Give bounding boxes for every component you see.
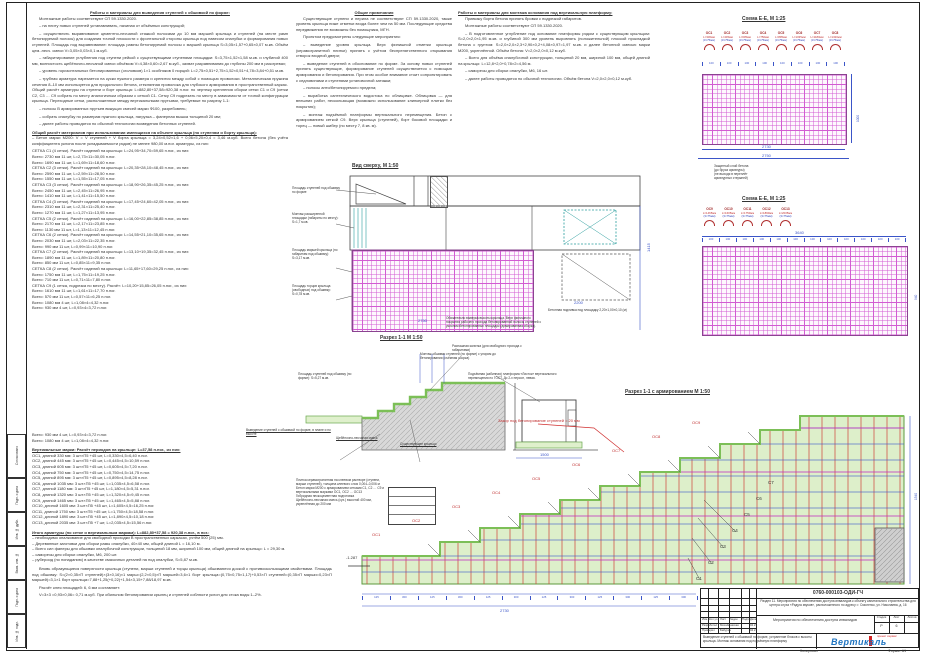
stage-header: Стадия — [876, 615, 887, 619]
rebar-mesh-mark: С1 — [696, 576, 702, 581]
mesh-list: СЕТКА С1 (4 сетки). Расчёт изделий на крыльцо: L=24,95+34,70=59,65 п.пог., из них: Всего: 2730 мм 11 шт, L=2,73×11=30,05 п.пог. Всего: 1690 мм 11 шт, L=1,69×11=18,60 п.пог. СЕТКА С2 (3 сетки). Расчёт изделий на крыльцо: L=20,35+28,10=48,45 п.пог., из них: Всего: 2590 мм 11 шт, L=2,59×11=28,50 п.пог. Всего: 1550 мм 11 шт, L=1,55×11=17,05 п.пог. СЕТКА С3 (3 сетки). Расчёт изделий на крыльцо: L=18,90+26,35=45,25 п.пог., из них: Всего: 2450 мм 11 шт, L=2,45×11=26,95 п.пог. Всего: 1410 мм 11 шт, L=1,41×11=15,50 п.пог. СЕТКА С4 (3 сетки). Расчёт изделий на крыльцо: L=17,45+24,60=42,05 п.пог., из них: Всего: 2310 мм 11 шт, L=2,31×11=25,40 п.пог. Всего: 1270 мм 11 шт, L=1,27×11=13,95 п.пог. СЕТКА С5 (2 сетки). Расчёт изделий на крыльцо: L=16,00+22,85=38,85 п.пог., из них: Всего: 2170 мм 11 шт, L=2,17×11=23,85 п.пог. Всего: 1130 мм 11 шт, L=1,13×11=12,45 п.пог. СЕТКА С6 (2 сетки). Расчёт изделий на крыльцо: L=14,55+21,10=35,65 п.пог., из них: Всего: 2030 мм 11 шт, L=2,03×11=22,35 п.пог. Всего: 990 мм 11 шт, L=0,99×11=10,90 п.пог. СЕТКА С7 (2 сетки). Расчёт изделий на крыльцо: L=13,10+19,35=32,45 п.пог., из них: Всего: 1890 мм 11 шт, L=1,89×11=20,80 п.пог. Всего: 850 мм 11 шт, L=0,85×11=9,35 п.пог. СЕТКА С8 (2 сетки). Расчёт изделий на крыльцо: L=11,65+17,60=29,25 п.пог., из них: Всего: 1750 мм 11 шт, L=1,75×11=19,25 п.пог. Всего: 710 мм 11 шт, L=0,71×11=7,80 п.пог. СЕТКА С9 (1 сетка, подрезка по месту). Расчёт: L=10,20+15,85=26,05 п.пог., из них: Всего: 1610 мм 11 шт, L=1,61×11=17,70 п.пог. Всего: 570 мм 11 шт, L=0,57×11=6,25 п.пог. Всего: 1080 мм 4 шт, L=1,08×4=4,32 п.пог. Всего: 930 мм 4 шт, L=0,93×4=3,72 п.пог. — [32, 148, 190, 311]
vm-cont: Всего: 930 мм 4 шт, L=0,93×4=3,72 п.пог. Всего: 1080 мм 4 шт, L=1,08×4=4,32 п.пог. — [32, 432, 110, 443]
tb-date-1: 04.21 — [750, 623, 757, 627]
plan-callout: Площадь маршей крыльца (по габаритам под обшивку): S=3,17 м.кв. — [292, 248, 338, 260]
rebar-step-label: ОС3 — [452, 504, 461, 509]
bar-arc-icon — [704, 44, 715, 50]
stage-value: Р — [880, 624, 883, 628]
calc-title: Общий расчёт материалов при использовании имеющихся на объекте крыльца (по ступеням и борту крыльца): — [32, 129, 257, 135]
bar-label: ОС4 L=750мм (3×75мм) — [754, 32, 772, 50]
scheme-a-dimline-1 — [702, 149, 845, 150]
rebar-mesh-mark: С3 — [720, 544, 726, 549]
stamp-label: Подп. и дата — [14, 587, 19, 607]
tb-col-doc: №док. — [730, 617, 739, 621]
stamp-label: Инв. № дубл. — [14, 518, 19, 540]
stamp-box — [7, 512, 26, 546]
plan-dim-width: 2750 — [418, 318, 427, 323]
section-label-out: Выведение ступеней с обшивкой по форме, в плане и по высоте — [246, 428, 331, 436]
frame-left-margin — [26, 2, 27, 649]
bar-arc-icon — [761, 220, 772, 226]
bar-label: ОС8 L=1320мм (3×75мм) — [826, 32, 844, 50]
title-block — [700, 588, 919, 648]
scheme-b-mesh — [702, 246, 908, 336]
tb-col-data: Дата — [750, 617, 757, 621]
scheme-b-top-total: 3640 — [795, 230, 804, 235]
plan-callout: Площадь торцов крыльца (свободных) под обшивку: S=0,78 м.кв. — [292, 284, 331, 296]
section-label-gravel: Щебёночно-песчаная смесь — [336, 436, 378, 440]
bar-arc-icon — [740, 44, 751, 50]
stamp-label: Подп. и дата — [14, 485, 19, 505]
plan-callout: Площадь ступеней под обшивку по форме — [292, 186, 340, 194]
vm-bullets: – необходимо опалкование для свободной проходки В пространственных каркасах, учтём 500 (25) мм. – Деревянные заготовки для сборки рамы опалубки, 40×40 мм, общей длиной L = 16,10 м. – Всего сил фанеры для обшивки опалубочной конструкции, толщиной 18 мм, шириной 100 мм, общей длиной на крыльцо: L = 29,30 м. – саморезы для сборки опалубки, М6, 200 шт. – рубероид (по попаданию) в качестве смазочных деталей на под опалубки, S=5,87 м.кв. — [32, 535, 286, 563]
bar-label: ОС11 L=1750мм (3×75мм) — [738, 208, 757, 226]
stamp-box — [7, 434, 26, 478]
stamp-box — [7, 546, 26, 580]
plan-callout-gate: Распашная калитка (для свободного прохода с габаритами) — [452, 344, 522, 352]
rebar-title: Разрез 1-1 с армированием М 1:50 — [625, 389, 710, 395]
tb-role-1: Разработал — [702, 623, 718, 627]
scheme-b-top-dimline — [702, 236, 906, 237]
rebar-mesh-mark: С2 — [708, 560, 714, 565]
tb-col-koluch: Кол.уч. — [709, 617, 719, 621]
tb-name-1: Михайловская — [720, 623, 739, 627]
platform-works-column — [458, 10, 650, 84]
vm-title: Вертикальные марки: Расчёт периодов на крыльце: L=37,58 п.пог., из них: — [32, 447, 181, 453]
tb-date-2: 04.21 — [750, 628, 757, 632]
rebar-material-notes: Плитка керамогранитная на клеевом растворе (ступени, марши ступеней), толщина клеевого слоя 0,004–0,006 м Бетон марки М200 с армированием сетками С1, С2 … С9 и вертикальными марками ОС1, ОС2 … ОС13 Гибридная пескоцементная подготовка Щебёночно-песчаная смесь (сух.) высотой 400 мм, укреплённая до 200 мм — [296, 478, 385, 506]
plan-callout-base: Бетонная подливка под площадку 2,20×1,00×0,10 (м) — [548, 308, 627, 312]
scheme-a-mesh — [702, 74, 847, 145]
bar-arc-icon — [812, 44, 823, 50]
plan-dim-height: 1415 — [646, 243, 651, 252]
section-callout-form: Монтаж обшивки ступеней (по форме) с упором до бетонирования (съёмная сборка) — [420, 352, 496, 360]
bar-label: ОС7 L=1180мм (3×75мм) — [808, 32, 826, 50]
tb-description: Выведение ступеней с обшивкой по форме, устранение блоков с высоты крыльца. Монтаж основания под подъёмную платформу — [703, 635, 812, 643]
bar-label: ОС9 L=1465мм (3×75мм) — [700, 208, 719, 226]
stamp-box — [7, 580, 26, 614]
rebar-right-dim: 1540 — [914, 492, 918, 500]
bar-arc-icon — [794, 44, 805, 50]
bar-arc-icon — [776, 44, 787, 50]
rebar-mesh-mark: С6 — [756, 496, 762, 501]
bar-arc-icon — [830, 44, 841, 50]
general-notes-title: Общие примечания — [354, 10, 394, 15]
section-callout-area: Площадь ступеней под обшивку (по форме): S=5,27 м.кв. — [298, 372, 352, 380]
platform-works-paragraphs: Привязку борта бетона принять бровки с подрезкой габаритов. Монтажные работы соответствуют СП 59.1330.2020. – В подготовленное углубление под основание платформы рядом с существующим крыльцом: S=2,0×2,0×1,95 м.кв. и глубиной 300 мм уровень выровнять (положительной) плоской прокладкой бетона с грунтом: S=2,0×2,0×2,3+2,90×0,2+4,08×0,97=1,97 м.кв. и далее бетонной смесью марки М200, укреплённой. Объём бетона: V=2,0×2,0×0,12 м.куб. – Всего для объёма опалубочной конструкции, толщиной 20 мм, шириной 100 мм, общей длиной на крыльцо: L=12,8+2,0+0,78×2=4,56 м. – саморезы для сборки опалубки, М6, 16 шт. – далее работы проводятся по обычной технологии. Объём бетона V=2,0×2,0×0,12 м.куб. — [458, 15, 650, 81]
bar-arc-icon — [723, 220, 734, 226]
rebar-mesh-mark: С7 — [768, 480, 774, 485]
tb-name-2: Бабурин — [720, 628, 731, 632]
object-description: Раздел 11. Мероприятия по обеспечению доступа инвалидов к объекту капитального строительства для центра слуха «Радуга звуков», расположенного по адресу: г. Смоленск, ул. Николаева, д. 16 — [760, 599, 916, 607]
copied-label: Копировал — [800, 648, 819, 653]
section-label-exist: Существующее крыльцо — [400, 442, 437, 446]
rebar-mesh-mark: С4 — [732, 528, 738, 533]
scheme-b-right-total: 940 — [914, 294, 918, 300]
stamp-box — [7, 614, 26, 648]
sheets-header: Листов — [907, 615, 917, 619]
plan-title: Вид сверху, М 1:50 — [352, 163, 399, 169]
logo-cell — [817, 633, 920, 649]
general-notes-column — [296, 10, 452, 130]
platform-works-title: Работы и материалы для монтажа основания под вертикальную платформу: — [458, 10, 613, 15]
stamp-box — [7, 478, 26, 512]
scheme-a-note: Защитный слой бетона (до бруса арматуры) (не выходя в переплёт арматурных стержней) — [714, 164, 749, 180]
scheme-a-bar-labels — [700, 32, 848, 50]
scheme-a-right-total: 1000 — [856, 114, 860, 122]
plan-callout-mid: Обязательно выверка высоты крыльца. Верх финишного покрытия рабочего прохода бетонированной полосы ступеней с уклоном бетонированных площадок (армированная сборка). — [446, 316, 542, 328]
bar-arc-icon — [742, 220, 753, 226]
scheme-b-dim-row: 100 100 100 100 100 100 100 100 100 100 100 100 — [702, 238, 906, 242]
tb-role-2: Проверил — [702, 628, 715, 632]
rebar-step-label: ОС1 — [372, 532, 381, 537]
sheet-value: 6 — [895, 624, 898, 628]
bar-label: ОС5 L=895мм (3×75мм) — [772, 32, 790, 50]
scheme-a-dim-1: 2730 — [762, 144, 771, 149]
bar-label: ОС2 L=445мм (3×75мм) — [718, 32, 736, 50]
sheet-header: Лист — [893, 615, 900, 619]
rebar-step-label: ОС9 — [692, 420, 701, 425]
scheme-a-dimline-2 — [698, 158, 849, 159]
tb-col-podp: Подп. — [742, 617, 750, 621]
bar-arc-icon — [758, 44, 769, 50]
logo-text: Вертикаль — [831, 637, 887, 647]
rebar-bottom-dims: 125 300 125 300 125 300 125 300 125 300 125 300 — [362, 596, 698, 600]
works-paragraphs: Монтажные работы соответствуют СП 59.1330.2020. – на плиту новых ступеней устанавливать, начиная от объёмных конструкций; – осуществлять выравнивание цементно-песчаной стяжкой полосами до 10 мм маршей крыльца и ступеней (на месте рамп бетонируемой полосы) для создания точной плоскости с фронтальной стороны крыльца под навесом опалубки и формирования новых ступеней. Площадь под выравнивание: площадь рампы бетонируемой полосы с маршей крыльца S=3,05×1,57+0,65×0,07 м.кв. Объём цем.-песч. смеси V=3,05×0,03×0,1 м.куб. – габаритирование углубления под ступени рейкой с существующими ступенями площадки: S=3,75×1,52×1,58 м.кв. и глубиной 400 мм, волнистость щебёночно-песчаной смеси объёмом V=4,38×0,60=2,67 м.куб., захват разравнивания до глубины 200 мм в разогревах; – уровень горизонтальных бетонированных (оголовков) 1×1 особняков 0 порций: L=2,75×0,51+2,75×1,52×0,51+4,78=3,84+0,51 м.кв. – трубная арматура нарезается на куски нужного размера и крепится между собой с помощью проволоки. Металлическая пружина сечения 8–10 мм используется для продольного бетона, стеклянная проволока для глубокого армирования в пространственный каркас. Общий расчёт арматуры на ступени и борт крыльца: L=882,80+37,58=920,38 п.пог. по чертежу крепления сборки сетки С1 и С9 (сетки С2, С3 … С9 собрать по месту аналогичным образом с сеткой С1. Сетку С9 подрезать по месту в зависимости от точной конфигурации крыльца. Переходные сетки, расположенные между вертикальными прутьями, требуемые по разрезу 1-1: – полосы В армированных прутьев вяжущих смесей марки Ф100, разребовень; – собрать опалубку по размерам нужного крыльца, нагрузка – фанерная вышка толщиной 20 мм; – далее работы проводятся по обычной технологии возведения бетонных ступеней. — [32, 15, 288, 127]
works-column — [32, 10, 288, 311]
tb-col-izm: Изм. — [702, 617, 708, 621]
section-dim-lift: 1500 — [540, 452, 549, 457]
calc-intro: – Бетон марки М200: V = V ступеней + V борта крыльца = 3,24×0,52×1,6 + 0,06×5,20×0,4 = 3,46 м.куб. Всего бетона (без учёта коэффициента уклона после укладываемости рядов) не менее 980,00 м.пог. арматуры, из них: — [32, 135, 288, 146]
bar-label: ОС12 L=1890мм (3×75мм) — [757, 208, 776, 226]
scheme-b-bar-labels — [700, 208, 795, 226]
scheme-a-dim-2: 2750 — [762, 153, 771, 158]
bar-arc-icon — [780, 220, 791, 226]
rebar-elevation: -1.287 — [346, 555, 358, 560]
vm-total-title: Итого арматуры (по сетке и вертикальным маркам): L=882,80+37,58 = 920,38 п.пог., в пог.: — [32, 529, 210, 535]
bar-arc-icon — [722, 44, 733, 50]
scheme-a-right-dimline — [851, 74, 852, 143]
rebar-step-label: ОС6 — [572, 462, 581, 467]
bar-label: ОС1 L=330мм (3×75мм) — [700, 32, 718, 50]
general-notes-paragraphs: Существующие ступени и перила не соответствуют СП 59.1330.2020, также уровень крыльца ниже отметки входа более чем на 50 мм. Последующие средства передвижения не возможны без помощника, МГН. Проектом предусмотрены следующие мероприятия: – выведение уровня крыльца. Верх финишной отметки крыльца (керамогранитной плитки) принять с учётом беспрепятственного открывания створок входной двери; – выведение ступеней в обоснование по форме. За основу новых ступеней принять существующие, формирование ступеней осуществляется с помощью армирования и бетонирования. При этом особое внимание стоит сопроектировать с седловинами и ступенями установочной затяжки; – полосы анти/бетонируемого предела; – выработка сантехнического водостока по облицовке. Облицовка — для внешних работ, нескользящая (возможно использование клинкерной плитки без покрытия); – монтаж подъёмной платформы вертикального перемещения. Бетон с армированием сеткой С9. Верх крыльца (ступеней), борт боковой площадки и торец — новый шибер (по месту 7, 8 кв. м). — [296, 15, 452, 128]
logo-subtext: проект сервис — [877, 634, 897, 638]
rebar-step-label: ОС4 — [492, 490, 501, 495]
rebar-step-label: ОС8 — [652, 434, 661, 439]
bar-label: ОС13 L=2035мм (3×75мм) — [776, 208, 795, 226]
rebar-step-label: ОС2 — [412, 518, 421, 523]
bar-label: ОС3 L=605мм (3×75мм) — [736, 32, 754, 50]
rebar-step-label: ОС5 — [532, 476, 541, 481]
rebar-red-note: Зазор под бетонирование ступеней = 20 мм — [498, 418, 580, 423]
plan-callout: Монтаж расширенной площадки (габариты по месту): S=1,7 м.кв. — [292, 212, 339, 224]
bar-arc-icon — [704, 220, 715, 226]
vertical-marks-block — [32, 432, 332, 600]
scheme-b-title: Схема Е-Е, М 1:25 — [742, 196, 786, 202]
tb-col-list: Лист — [720, 617, 727, 621]
plan-dim-platform: 2200 — [574, 300, 583, 305]
vm-final: Вновь образующиеся поверхности крыльца (ступени, марши ступеней и торцы крыльца) обшиваются доской с противоскользящими свойствами. Площадь под обшивку: S=(2×0,35×П ступеней)×(3×0,16)×1 марш=(2,2×0,5)×П маршей=3,6×1 борт крыльца=(0,75×0,75×1,17)+0,53×П ступеней=(0,35×П марши=0,23×П маршей)=3,1×1 борт крыльца=7,88+1,25(+0,22)+1,54×3,15+7,88/18,97 м.кв. Расчёт клея площадей: 6, 6 мм составляет: V=3×3 =0,93×0,06= 0,71 м.куб. При обильном бетонировании крылец и ступеней соблюсти уклон для стока воды 1–2%. — [32, 566, 332, 598]
works-title: Работы и материалы для выведения ступеней с обшивкой по форме: — [90, 10, 230, 15]
vm-list: ОС1, длиной 330 мм: 3 шт×П5 +45 шт, L=0,330×4,5=6,40 п.пог. ОС2, длиной 445 мм: 3 шт×П5 +45 шт, L=0,445×4,5=10,59 п.пог. ОС3, длиной 605 мм: 3 шт×П5 +45 шт, L=0,605×4,5=7,20 п.пог. ОС4, длиной 750 мм: 3 шт×П5 +45 шт, L=0,750×4,5=14,75 п.пог. ОС5, длиной 895 мм: 3 шт×П5 +45 шт, L=0,895×4,5=8,28 п.пог. ОС6, длиной 1035 мм: 3 шт×П5 +45 шт, L=1,035×4,5=6,58 п.пог. ОС7, длиной 1180 мм: 3 шт×П5 +45 шт, L=1,180×4,5=5,31 п.пог. ОС8, длиной 1320 мм: 3 шт×П5 +45 шт, L=1,320×4,5=9,45 п.пог. ОС9, длиной 1465 мм: 3 шт×П5 +45 шт, L=1,465×4,5=5,88 п.пог. ОС10, длиной 1605 мм: 3 шт×П5 +45 шт, L=1,605×4,5=16,25 п.пог. ОС11, длиной 1750 мм: 3 шт×П5 +45 шт, L=1,750×4,5=18,58 п.пог. ОС12, длиной 1890 мм: 3 шт×П5 +45 шт, L=1,890×4,5=10,18 п.пог. ОС13, длиной 2035 мм: 3 шт×П5 +7 шт, L=2,035×4,5=15,56 п.пог. — [32, 452, 155, 525]
section-title: Разрез 1-1 М 1:50 — [380, 335, 423, 341]
bar-label: ОС10 L=1605мм (3×75мм) — [719, 208, 738, 226]
scheme-a-dim-row: 100 100 100 100 100 100 100 100 — [702, 62, 845, 66]
stamp-label: Инв. № подл. — [14, 620, 19, 642]
doc-number: 0760-000103-ОДИ-ГЧ — [812, 590, 864, 596]
rebar-dim-total: 2730 — [500, 608, 509, 613]
stamp-label: Взам. инв. № — [14, 552, 19, 574]
subject: Мероприятия по обеспечению доступа инвалидов — [773, 618, 857, 622]
format-label: Формат А1 — [888, 648, 907, 653]
rebar-legend-box — [388, 487, 436, 525]
bar-label: ОС6 L=1035мм (3×75мм) — [790, 32, 808, 50]
scheme-a-title: Схема Е-Е, М 1:25 — [742, 16, 786, 22]
rebar-step-label: ОС7 — [612, 448, 621, 453]
stamp-label: Согласовано — [14, 446, 19, 466]
plan-column-hatch — [430, 176, 448, 208]
section-callout-lift: Подъёмная (кабинная) платформа «Листок» вертикального перемещения по ГОСТ. До 2-х персон, левая. — [468, 372, 557, 380]
rebar-mesh-mark: С5 — [744, 512, 750, 517]
